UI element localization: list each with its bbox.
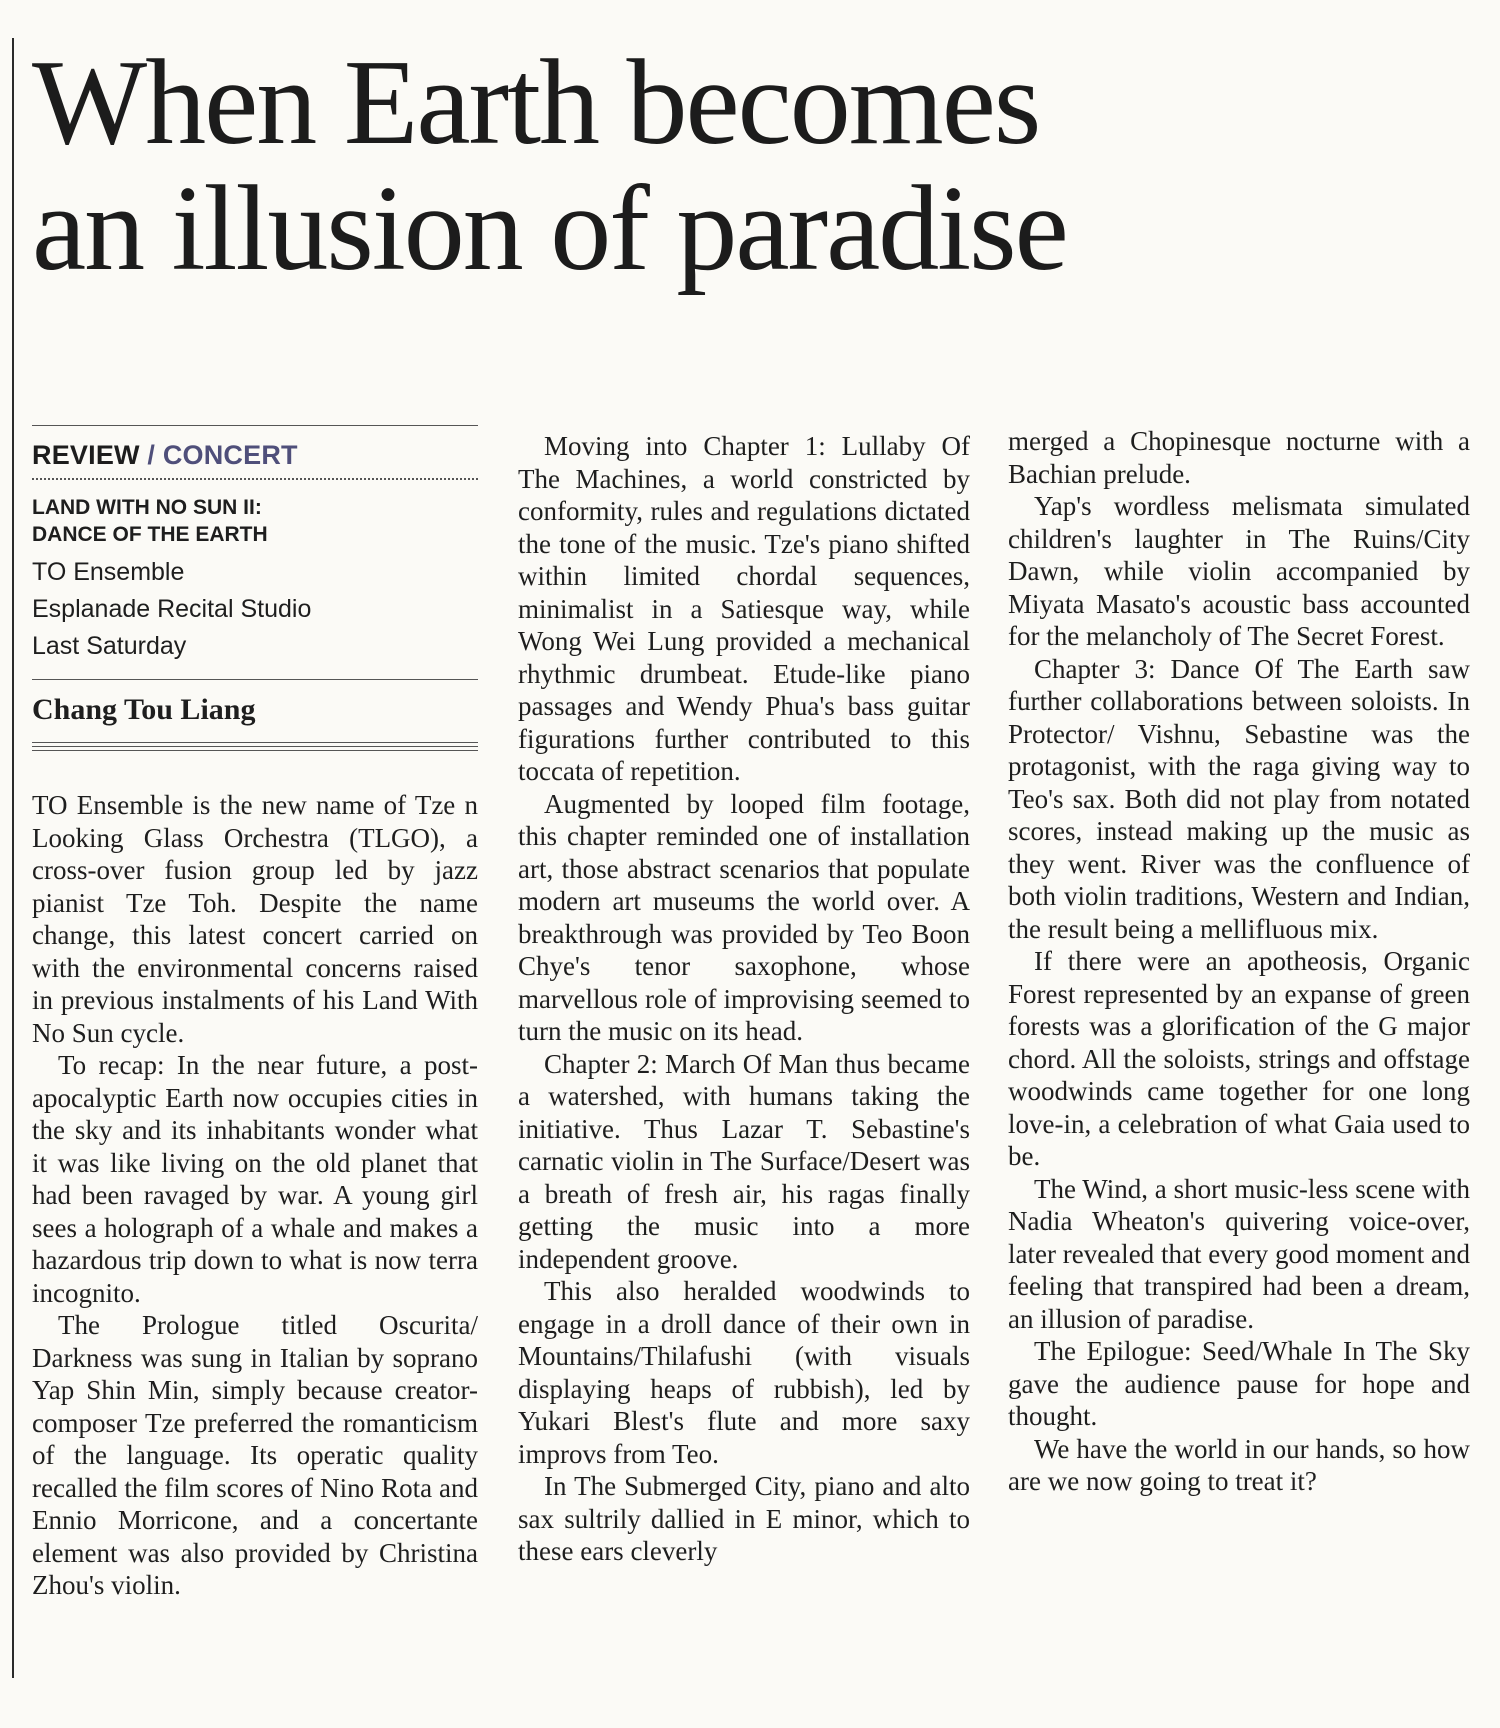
paragraph: To recap: In the near future, a post-apocalyptic Earth now occupies cities in the sky and its inhabitants wonder what it was like living on the old planet that had been ravaged by war. A young girl sees a holograph of a whale and makes a hazardous trip down to what is now terra incognito. bbox=[32, 1050, 478, 1308]
headline bbox=[32, 35, 1112, 296]
headline-line-1: When Earth becomes bbox=[32, 35, 1040, 170]
show-title-line-2: DANCE OF THE EARTH bbox=[32, 523, 268, 546]
paragraph: This also heralded woodwinds to engage in a droll dance of their own in Mountains/Thilafushi (with visuals displaying heaps of rubbish), led by Yukari Blest's flute and more saxy improvs from Teo. bbox=[518, 1276, 970, 1469]
performer: TO Ensemble bbox=[32, 558, 185, 586]
column-1 bbox=[32, 425, 478, 1602]
paragraph: If there were an apotheosis, Organic Forest represented by an expanse of green forests was a glorification of the G major chord. All the soloists, strings and offstage woodwinds came together for one long love-in, a celebration of what Gaia used to be. bbox=[1008, 946, 1470, 1171]
show-title-line-1: LAND WITH NO SUN II: bbox=[32, 496, 262, 519]
paragraph: We have the world in our hands, so how are we now going to treat it? bbox=[1008, 1433, 1470, 1496]
date: Last Saturday bbox=[32, 632, 187, 660]
paragraph: The Prologue titled Oscurita/ Darkness was sung in Italian by soprano Yap Shin Min, simply because creator-composer Tze preferred the romanticism of the language. Its operatic quality recalled the film scores of Nino Rota and Ennio Morricone, and a concertante element was also provided by Christina Zhou's violin. bbox=[32, 1310, 478, 1600]
section-review: REVIEW bbox=[32, 440, 140, 470]
review-infobox bbox=[32, 425, 478, 751]
paragraph: Chapter 2: March Of Man thus became a watershed, with humans taking the initiative. Thus Lazar T. Sebastine's carnatic violin in The Surface/Desert was a breath of fresh air, his ragas finally getting the music into a more independent groove. bbox=[518, 1048, 970, 1274]
section-category: CONCERT bbox=[162, 440, 298, 470]
dotted-divider bbox=[32, 478, 478, 480]
show-title bbox=[32, 494, 478, 548]
paragraph: In The Submerged City, piano and alto sax sultrily dallied in E minor, which to these ears cleverly bbox=[518, 1471, 970, 1566]
section-label bbox=[32, 438, 478, 472]
paragraph: Augmented by looped film footage, this chapter reminded one of installation art, those abstract scenarios that populate modern art museums the world over. A breakthrough was provided by Teo Boon Chye's tenor saxophone, whose marvellous role of improvising seemed to turn the music on its head. bbox=[518, 788, 970, 1046]
paragraph: Moving into Chapter 1: Lullaby Of The Machines, a world constricted by conformity, rules and regulations dictated the tone of the music. Tze's piano shifted within limited chordal sequences, minimalist in a Satiesque way, while Wong Wei Lung provided a mechanical rhythmic drumbeat. Etude-like piano passages and Wendy Phua's bass guitar figurations further contributed to this toccata of repetition. bbox=[518, 431, 970, 786]
paragraph: Yap's wordless melismata simulated children's laughter in The Ruins/City Dawn, while violin accompanied by Miyata Masato's acoustic bass accounted for the melancholy of The Secret Forest. bbox=[1008, 491, 1470, 651]
paragraph: The Epilogue: Seed/Whale In The Sky gave the audience pause for hope and thought. bbox=[1008, 1336, 1470, 1431]
page-left-rule bbox=[12, 38, 14, 1678]
divider bbox=[32, 679, 478, 680]
venue: Esplanade Recital Studio bbox=[32, 595, 312, 623]
paragraph: merged a Chopinesque nocturne with a Bachian prelude. bbox=[1008, 426, 1470, 489]
paragraph: The Wind, a short music-less scene with Nadia Wheaton's quivering voice-over, later revealed that every good moment and feeling that transpired had been a dream, an illusion of paradise. bbox=[1008, 1173, 1470, 1334]
headline-line-2: an illusion of paradise bbox=[32, 161, 1067, 296]
byline: Chang Tou Liang bbox=[32, 693, 256, 726]
triple-divider bbox=[32, 742, 478, 751]
section-separator: / bbox=[139, 440, 163, 470]
column-3 bbox=[1008, 425, 1470, 1498]
divider bbox=[32, 425, 478, 426]
paragraph: TO Ensemble is the new name of Tze n Looking Glass Orchestra (TLGO), a cross-over fusion group led by jazz pianist Tze Toh. Despite the name change, this latest concert carried on with the environmental concerns raised in previous instalments of his Land With No Sun cycle. bbox=[32, 790, 478, 1048]
column-2 bbox=[518, 430, 970, 1568]
paragraph: Chapter 3: Dance Of The Earth saw further collaborations between soloists. In Protector/ Vishnu, Sebastine was the protagonist, with the raga giving way to Teo's sax. Both did not play from notated scores, instead making up the music as they went. River was the confluence of both violin traditions, Western and Indian, the result being a mellifluous mix. bbox=[1008, 653, 1470, 944]
